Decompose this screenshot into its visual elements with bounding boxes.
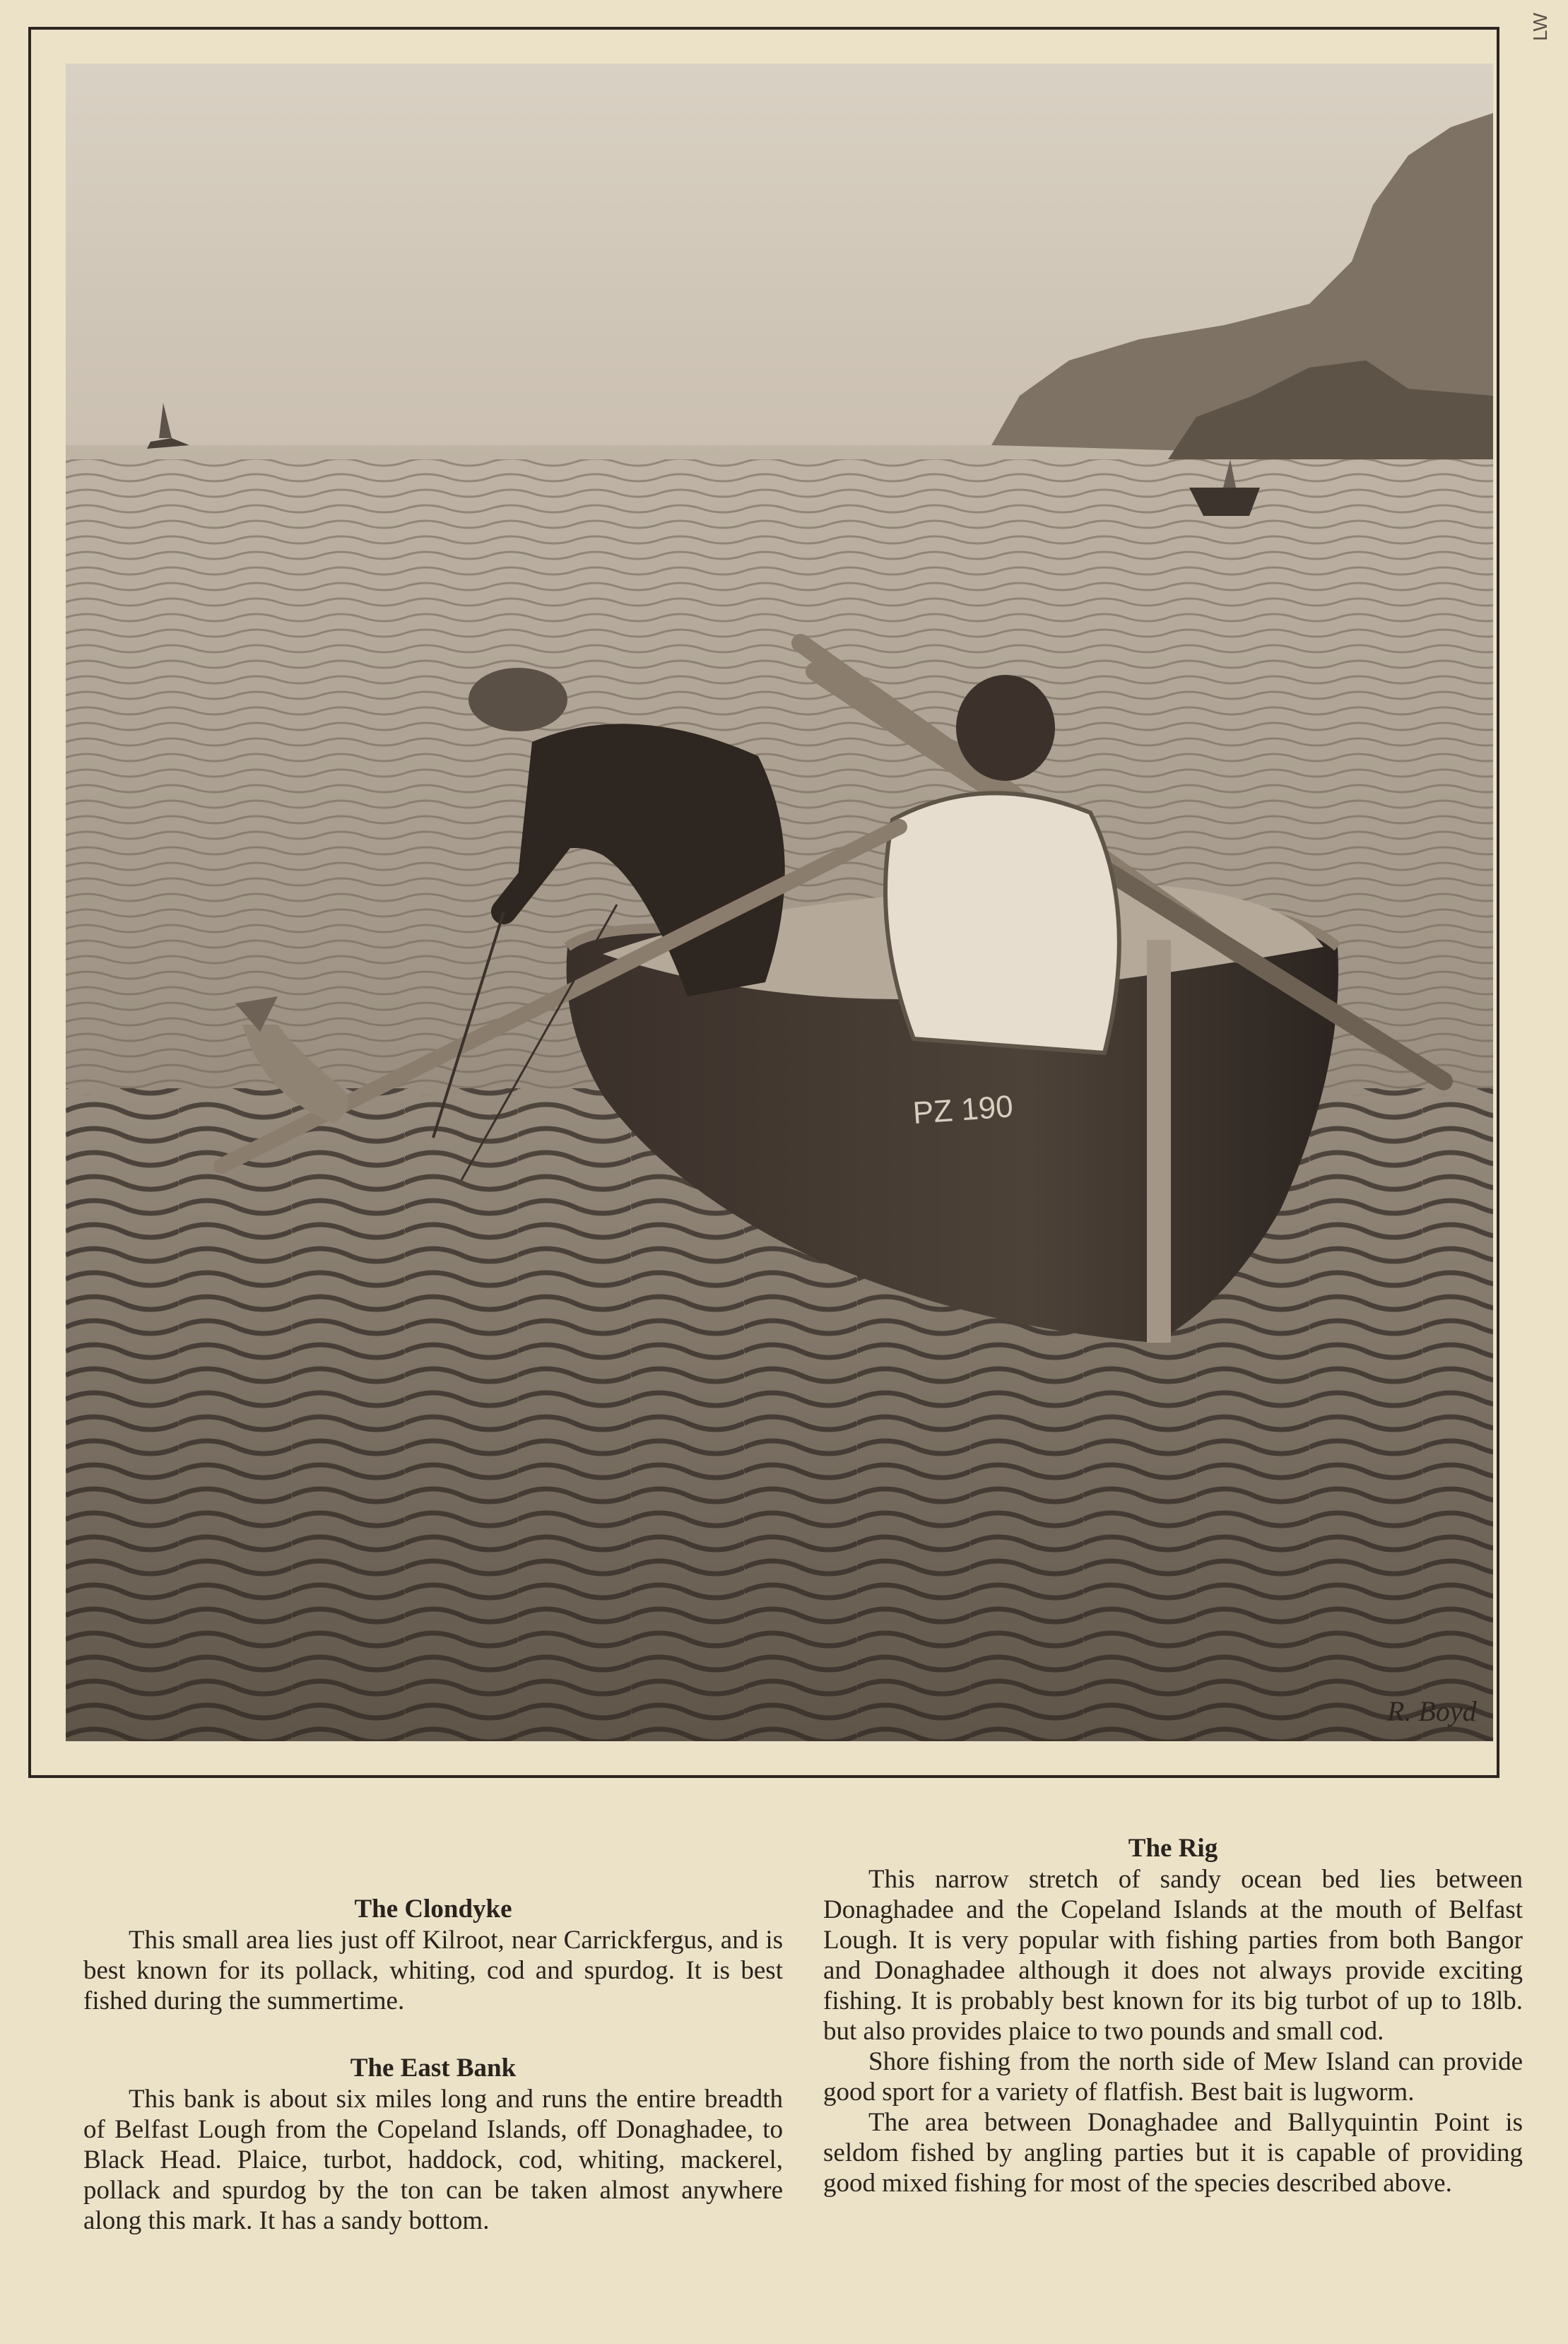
clondyke-title: The Clondyke [354, 1895, 512, 1924]
page-tag: LW [1529, 13, 1551, 41]
right-column [823, 1833, 1523, 2198]
oarsman-shirt [885, 793, 1119, 1053]
rig-title: The Rig [1128, 1834, 1218, 1863]
artist-signature: R. Boyd [1387, 1695, 1477, 1727]
clondyke-paragraph: This small area lies just off Kilroot, near Carrickfergus, and is best known for its pollack, whiting, cod and spurdog. It is best fished during the summertime. [83, 1926, 783, 2015]
engraving-illustration [66, 64, 1493, 1741]
rig-paragraph-3: The area between Donaghadee and Ballyquintin Point is seldom fished by angling parties but it is capable of providing good mixed fishing for most of the species described above. [823, 2108, 1523, 2198]
illustration-plate [66, 64, 1493, 1741]
left-column [83, 1894, 783, 2236]
oarsman-head [956, 675, 1055, 781]
fisherman-hat [468, 668, 567, 731]
east-bank-title: The East Bank [350, 2054, 517, 2083]
boat-number: PZ 190 [912, 1089, 1015, 1131]
rig-paragraph-2: Shore fishing from the north side of Mew Island can provide good sport for a variety of flatfish. Best bait is lugworm. [823, 2047, 1523, 2107]
stern-post [1147, 940, 1171, 1343]
east-bank-paragraph: This bank is about six miles long and runs the entire breadth of Belfast Lough from the Copeland Islands, off Donaghadee, to Black Head. Plaice, turbot, haddock, cod, whiting, mackerel, pollack and spurdog by the ton can be taken almost anywhere along this mark. It has a sandy bottom. [83, 2085, 783, 2235]
rig-paragraph-1: This narrow stretch of sandy ocean bed lies between Donaghadee and the Copeland Islands at the mouth of Belfast Lough. It is very popular with fishing parties from both Bangor and Donaghadee although it does not always provide exciting fishing. It is probably best known for its big turbot of up to 18lb. but also provides plaice to two pounds and small cod. [823, 1865, 1523, 2046]
